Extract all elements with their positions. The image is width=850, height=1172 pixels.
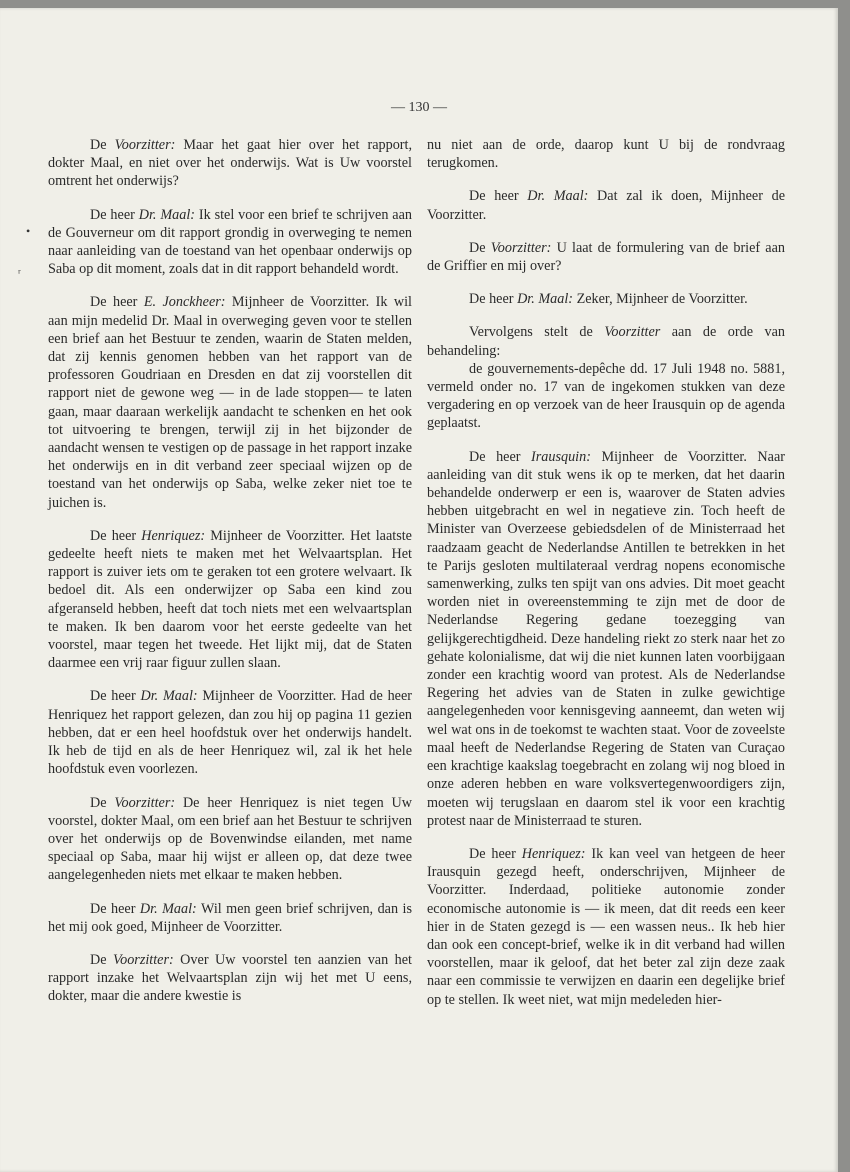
paragraph — [48, 136, 412, 191]
paragraph — [48, 293, 412, 511]
paragraph-text: Over Uw voorstel ten aanzien van het rapport inzake het Welvaartsplan zijn wij het met U eens, dokter, maar die andere kwestie is — [48, 951, 413, 1005]
paragraph-text: U laat de formulering van de brief aan de Griffier en mij over? — [427, 239, 785, 275]
left-column — [48, 136, 412, 1021]
speaker-name: Dr. Maal: — [517, 291, 574, 308]
paragraph — [48, 900, 412, 936]
paragraph-text: aan de orde van behandeling: — [427, 324, 785, 359]
paragraph-lead: De heer — [469, 291, 518, 308]
paragraph-lead: De heer — [90, 206, 139, 223]
paragraph-lead: De — [90, 951, 114, 968]
paragraph-text: Dat zal ik doen, Mijnheer de Voorzitter. — [427, 188, 785, 223]
paragraph-lead: De heer — [469, 448, 532, 465]
speaker-name: Dr. Maal: — [527, 188, 589, 205]
paragraph — [427, 136, 785, 172]
paragraph-text: Mijnheer de Voorzitter. Had de heer Henriquez het rapport gelezen, dan zou hij op pagina 11 gezien hebben, dat er een heel hoofdstuk over het onderwijs handelt. Ik heb de tijd en als de heer Henriquez wil, zal ik het hele hoofdstuk even voorlezen. — [48, 688, 412, 778]
paragraph — [427, 360, 785, 433]
paragraph — [427, 845, 785, 1009]
paragraph — [48, 527, 412, 673]
margin-mark: • — [26, 224, 31, 238]
paragraph-lead: De heer — [469, 188, 528, 205]
speaker-name: Dr. Maal: — [140, 688, 198, 705]
speaker-name: Henriquez: — [141, 527, 206, 544]
speaker-name: E. Jonckheer: — [143, 294, 226, 311]
paragraph-text: Ik kan veel van hetgeen de heer Irausquin gezegd heeft, onderschrijven, Mijnheer de Voorzitter. Inderdaad, politieke autonomie zonder economische autonomie is — ik meen, dat dit reeds een keer hier in de Staten gezegd is — een wassen neus.. Ik heb hier dan ook een concept-brief, welke ik in dit verband had willen voorstellen, maar ik geloof, dat het beter zal zijn deze zaak naar een commissie te verwijzen en daarin een degelijke brief op te stellen. Ik weet niet, wat mijn medeleden hier- — [427, 845, 785, 1008]
paragraph-text: de gouvernements-depêche dd. 17 Juli 1948 no. 5881, vermeld onder no. 17 van de ingekomen stukken van deze vergadering en op verzoek van de heer Irausquin op de agenda geplaatst. — [427, 360, 785, 432]
paragraph-lead: De heer — [469, 845, 522, 862]
paragraph-text: Ik stel voor een brief te schrijven aan de Gouverneur om dit rapport grondig in overweging te nemen naar aanleiding van de toestand van het openbaar onderwijs op Saba op dit moment, zoals dat in dit rapport behandeld wordt. — [48, 206, 412, 278]
speaker-name: Voorzitter: — [114, 794, 176, 811]
paragraph-text: Mijnheer de Voorzitter. Het laatste gedeelte heeft niets te maken met het Welvaartsplan. Het rapport is zuiver iets om te geraken tot een grotere welvaart. Ik bedoel dit. Als een onderwijzer op Saba een kind zou afgeranseld hebben, heeft dat toch niets met een welvaartsplan te maken. Ik ben daarom voor het eerste gedeelte van het voorstel, maar tegen het tweede. Het lijkt mij, dat de Staten daarmee een vrij raar figuur zullen slaan. — [48, 527, 412, 672]
speaker-name: Voorzitter: — [113, 951, 174, 968]
paragraph — [427, 448, 785, 830]
speaker-name: Voorzitter — [604, 324, 661, 341]
paragraph — [427, 187, 785, 223]
paragraph-lead: De — [469, 239, 491, 256]
page-number: — 130 — — [391, 100, 447, 115]
speaker-name: Dr. Maal: — [138, 206, 196, 223]
document-page — [0, 8, 838, 1172]
paragraph-text: Mijnheer de Voorzitter. Naar aanleiding van dit stuk wens ik op te merken, dat het daarin behandelde onderwerp er een is, waarover de Staten advies hebben uitgebracht en wel in negatieve zin. Toch heeft de Minister van Overzeese gebiedsdelen of de Ministerraad het raadzaam geacht de Nederlandse Antillen te betrekken in het te Parijs gesloten multilateraal verdrag nopens economische samenwerking, zulks ten spijt van ons advies. Dit moet geacht worden niet in overeenstemming te zijn met de door de Nederlandse Regering gedane toezegging van gelijkgerechtigdheid. Deze handeling riekt zo sterk naar het zo gehate kolonialisme, dat wij die niet kunnen laten voorbijgaan zonder een krachtig woord van protest. Als de Nederlandse Regering het advies van de Staten in zulke gewichtige aangelegenheden voor kennisgeving aanneemt, dan weten wij wel wat ons in de toekomst te wachten staat. Voor de zoveelste maal heeft de Nederlandse Regering de Staten van Curaçao een krachtige kaakslag toegebracht en zolang wij nog bloed in onze aderen hebben en ware volksvertegenwoordigers zijn, moeten wij terugslaan en daarom stel ik voor een krachtig protest naar de Ministerraad te sturen. — [427, 448, 785, 829]
paragraph-text: Maar het gaat hier over het rapport, dokter Maal, en niet over het onderwijs. Wat is Uw voorstel omtrent het onderwijs? — [48, 137, 412, 190]
paragraph-lead: De heer — [90, 900, 140, 917]
margin-mark: ʳ — [18, 266, 21, 280]
speaker-name: Henriquez: — [521, 845, 586, 862]
paragraph — [48, 687, 412, 778]
paragraph-lead: De heer — [90, 688, 141, 705]
paragraph-text: Zeker, Mijnheer de Voorzitter. — [573, 291, 748, 308]
paragraph — [48, 206, 412, 279]
paragraph — [427, 239, 785, 275]
paragraph — [427, 290, 785, 308]
speaker-name: Voorzitter: — [490, 239, 552, 256]
paragraph-text: Wil men geen brief schrijven, dan is het mij ook goed, Mijnheer de Voorzitter. — [48, 900, 412, 935]
paragraph-text: nu niet aan de orde, daarop kunt U bij de rondvraag terugkomen. — [427, 137, 785, 172]
paragraph — [48, 951, 412, 1006]
paragraph — [48, 794, 412, 885]
paragraph-text: De heer Henriquez is niet tegen Uw voorstel, dokter Maal, om een brief aan het Bestuur te schrijven over het onderwijs op de Bovenwindse eilanden, met name speciaal op Saba, maar hij wijst er alleen op, dat deze twee aangelegenheden niets met elkaar te maken hebben. — [48, 794, 412, 884]
speaker-name: Irausquin: — [531, 448, 591, 465]
right-column — [427, 136, 785, 1024]
paragraph-lead: De heer — [90, 294, 144, 311]
paragraph-lead: De — [90, 794, 115, 811]
paragraph-lead: Vervolgens stelt de — [469, 324, 605, 341]
paragraph — [427, 323, 785, 359]
speaker-name: Dr. Maal: — [139, 900, 197, 917]
speaker-name: Voorzitter: — [114, 137, 176, 153]
paragraph-lead: De — [90, 137, 115, 153]
paragraph-lead: De heer — [90, 527, 142, 544]
paragraph-text: Mijnheer de Voorzitter. Ik wil aan mijn medelid Dr. Maal in overweging geven voor te stellen een brief aan het Bestuur te zenden, waarin de Staten melden, dat zij kennis genomen hebben van het rapport van de professoren Goudriaan en Dresden en dat zij voorstellen dit rapport niet de gewone weg — in de lade stoppen— te laten gaan, maar daaraan werkelijk aandacht te schenken en het ook tot uitvoering te brengen, terwijl zij in het bijzonder de aandacht wensen te vestigen op de passage in het rapport inzake het onderwijs en in dit verband zeer speciaal wijzen op de toestand van het onderwijs op Saba, welke zeker niet toe te juichen is. — [48, 294, 413, 511]
